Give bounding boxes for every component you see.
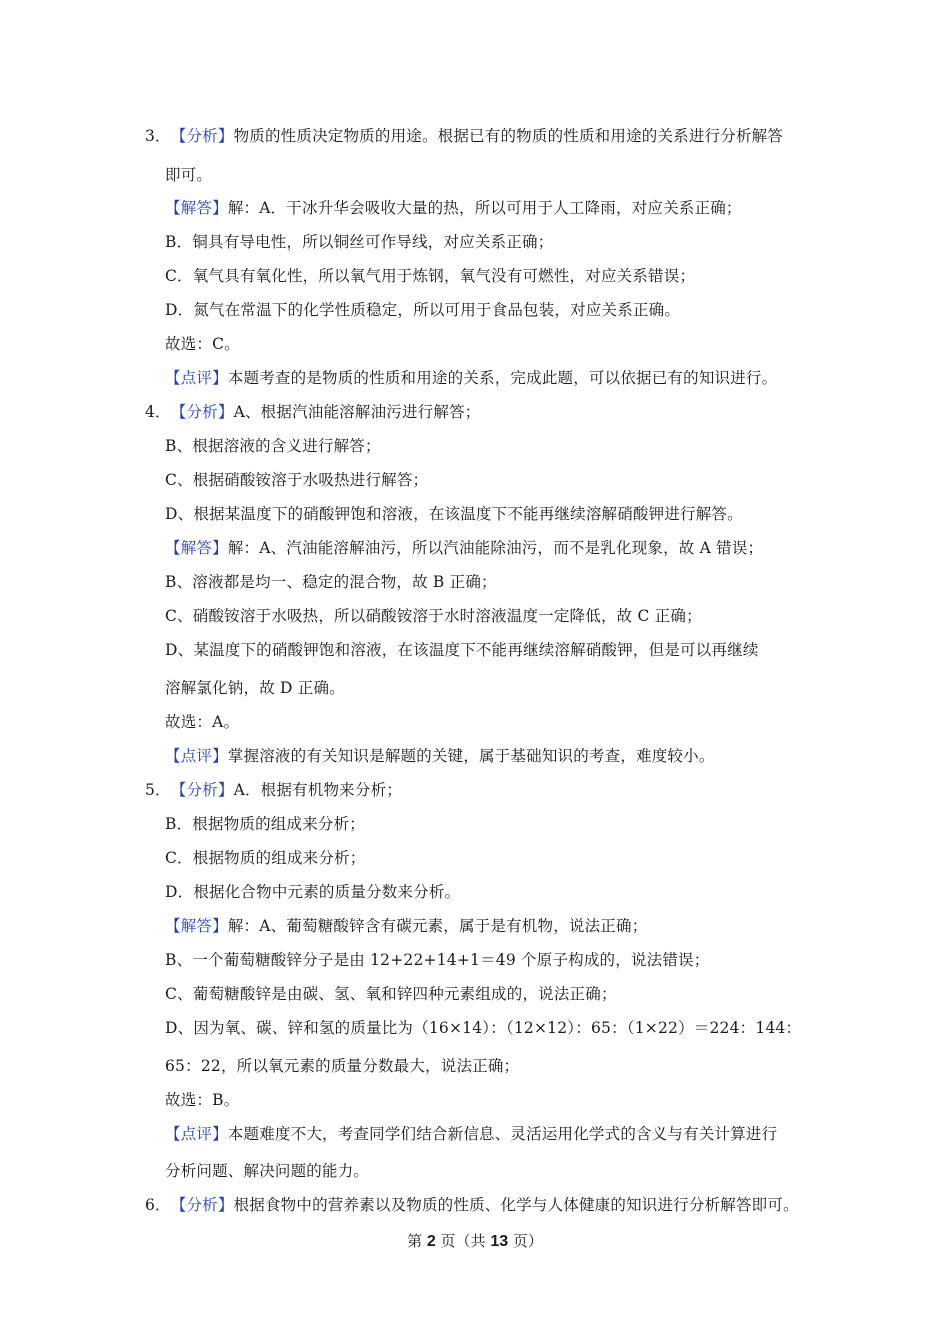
section-4-line-8 bbox=[165, 640, 759, 660]
line-text: 溶解氯化钠，故 D 正确。 bbox=[165, 679, 345, 697]
footer-prefix: 第 bbox=[407, 1232, 423, 1250]
section-6-line-1 bbox=[145, 1195, 799, 1215]
line-text: 物质的性质决定物质的用途。根据已有的物质的性质和用途的关系进行分析解答 bbox=[233, 127, 784, 145]
section-4-line-11 bbox=[165, 746, 715, 766]
line-text: B．根据物质的组成来分析； bbox=[165, 815, 365, 833]
section-4-line-5 bbox=[165, 538, 763, 558]
section-4-line-10 bbox=[165, 712, 239, 732]
line-text: 根据食物中的营养素以及物质的性质、化学与人体健康的知识进行分析解答即可。 bbox=[233, 1196, 799, 1214]
total-pages: 13 bbox=[490, 1233, 509, 1250]
section-5-line-8 bbox=[165, 1018, 801, 1038]
line-text: D、根据某温度下的硝酸钾饱和溶液，在该温度下不能再继续溶解硝酸钾进行解答。 bbox=[165, 505, 743, 523]
section-3-line-4 bbox=[165, 232, 553, 252]
page-footer bbox=[0, 1231, 950, 1252]
section-4-line-3 bbox=[165, 470, 428, 490]
section-5-line-1 bbox=[145, 780, 402, 800]
section-number: 6． bbox=[145, 1196, 171, 1214]
line-text: C．氧气具有氧化性，所以氧气用于炼钢，氧气没有可燃性，对应关系错误； bbox=[165, 267, 696, 285]
line-text: 分析问题、解决问题的能力。 bbox=[165, 1162, 370, 1180]
section-3-line-6 bbox=[165, 300, 680, 320]
line-text: 故选：C。 bbox=[165, 335, 240, 353]
section-4-line-9 bbox=[165, 678, 345, 698]
section-3-line-2 bbox=[165, 165, 212, 185]
line-text: 解：A、汽油能溶解油污，所以汽油能除油污，而不是乳化现象，故 A 错误； bbox=[227, 539, 764, 557]
line-text: B、溶液都是均一、稳定的混合物，故 B 正确； bbox=[165, 573, 497, 591]
line-text: 本题考查的是物质的性质和用途的关系，完成此题，可以依据已有的知识进行。 bbox=[227, 369, 778, 387]
comment-tag: 【点评】 bbox=[165, 369, 228, 387]
analysis-tag: 【分析】 bbox=[170, 127, 234, 145]
section-5-line-9 bbox=[165, 1056, 519, 1076]
answer-tag: 【解答】 bbox=[165, 199, 228, 217]
analysis-tag: 【分析】 bbox=[170, 781, 234, 799]
comment-tag: 【点评】 bbox=[165, 1125, 228, 1143]
section-3-line-8 bbox=[165, 368, 777, 388]
line-text: 故选：B。 bbox=[165, 1091, 240, 1109]
section-5-line-3 bbox=[165, 848, 365, 868]
section-5-line-10 bbox=[165, 1090, 239, 1110]
line-text: D、某温度下的硝酸钾饱和溶液，在该温度下不能再继续溶解硝酸钾，但是可以再继续 bbox=[165, 641, 759, 659]
line-text: 65：22，所以氧元素的质量分数最大，说法正确； bbox=[165, 1057, 520, 1075]
answer-tag: 【解答】 bbox=[165, 539, 228, 557]
line-text: B、一个葡萄糖酸锌分子是由 12+22+14+1＝49 个原子构成的，说法错误； bbox=[165, 951, 710, 969]
line-text: A、根据汽油能溶解油污进行解答； bbox=[233, 403, 481, 421]
line-text: 本题难度不大，考查同学们结合新信息、灵活运用化学式的含义与有关计算进行 bbox=[227, 1125, 778, 1143]
line-text: 解：A．干冰升华会吸收大量的热，所以可用于人工降雨，对应关系正确； bbox=[227, 199, 742, 217]
analysis-tag: 【分析】 bbox=[170, 1196, 234, 1214]
section-4-line-7 bbox=[165, 606, 702, 626]
section-3-line-7 bbox=[165, 334, 240, 354]
section-3-line-5 bbox=[165, 266, 695, 286]
section-5-line-12 bbox=[165, 1161, 369, 1181]
line-text: 故选：A。 bbox=[165, 713, 240, 731]
section-number: 3． bbox=[145, 127, 171, 145]
footer-middle: 页（共 bbox=[440, 1232, 486, 1250]
line-text: D．根据化合物中元素的质量分数来分析。 bbox=[165, 883, 461, 901]
line-text: 解：A、葡萄糖酸锌含有碳元素，属于是有机物，说法正确； bbox=[227, 917, 648, 935]
section-5-line-2 bbox=[165, 814, 365, 834]
line-text: C、硝酸铵溶于水吸热，所以硝酸铵溶于水时溶液温度一定降低，故 C 正确； bbox=[165, 607, 702, 625]
section-5-line-4 bbox=[165, 882, 460, 902]
line-text: 即可。 bbox=[165, 166, 213, 184]
analysis-tag: 【分析】 bbox=[170, 403, 234, 421]
line-text: B．铜具有导电性，所以铜丝可作导线，对应关系正确； bbox=[165, 233, 554, 251]
section-3-line-1 bbox=[145, 126, 783, 146]
section-4-line-2 bbox=[165, 436, 381, 456]
line-text: B、根据溶液的含义进行解答； bbox=[165, 437, 381, 455]
line-text: C、葡萄糖酸锌是由碳、氢、氧和锌四种元素组成的，说法正确； bbox=[165, 985, 617, 1003]
section-5-line-11 bbox=[165, 1124, 777, 1144]
section-5-line-5 bbox=[165, 916, 647, 936]
page-number: 2 bbox=[426, 1233, 436, 1250]
section-4-line-4 bbox=[165, 504, 743, 524]
line-text: D、因为氧、碳、锌和氢的质量比为（16×14）：（12×12）：65：（1×22）＝224：144： bbox=[165, 1019, 802, 1037]
section-5-line-6 bbox=[165, 950, 709, 970]
comment-tag: 【点评】 bbox=[165, 747, 228, 765]
footer-suffix: 页） bbox=[512, 1232, 543, 1250]
section-number: 4． bbox=[145, 403, 171, 421]
line-text: A．根据有机物来分析； bbox=[233, 781, 402, 799]
section-number: 5． bbox=[145, 781, 171, 799]
section-5-line-7 bbox=[165, 984, 617, 1004]
section-4-line-1 bbox=[145, 402, 480, 422]
section-3-line-3 bbox=[165, 198, 742, 218]
line-text: 掌握溶液的有关知识是解题的关键，属于基础知识的考查，难度较小。 bbox=[227, 747, 715, 765]
line-text: C．根据物质的组成来分析； bbox=[165, 849, 366, 867]
line-text: C、根据硝酸铵溶于水吸热进行解答； bbox=[165, 471, 429, 489]
section-4-line-6 bbox=[165, 572, 497, 592]
line-text: D．氮气在常温下的化学性质稳定，所以可用于食品包装，对应关系正确。 bbox=[165, 301, 681, 319]
answer-tag: 【解答】 bbox=[165, 917, 228, 935]
